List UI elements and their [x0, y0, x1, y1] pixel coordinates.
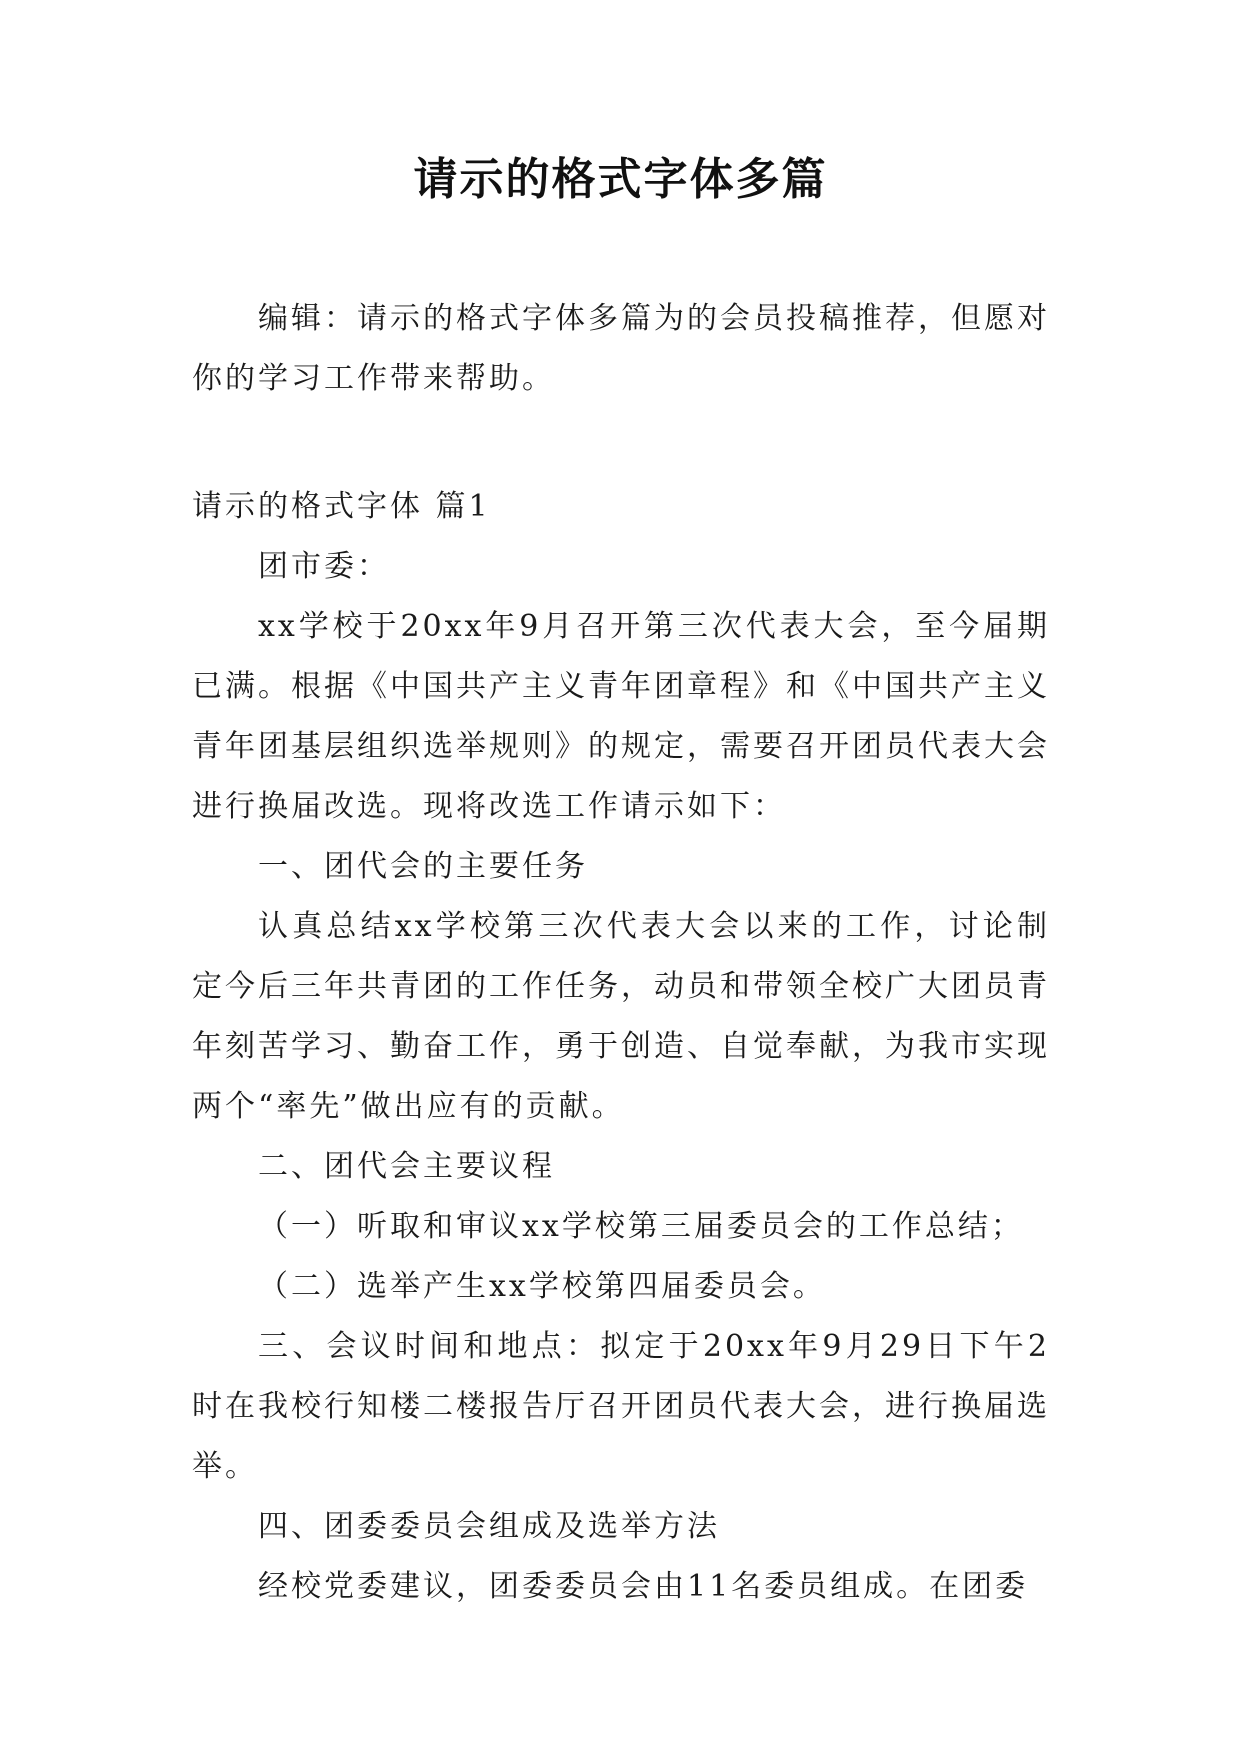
- body-paragraph: 三、会议时间和地点：拟定于20xx年9月29日下午2时在我校行知楼二楼报告厅召开团员代表大会，进行换届选举。: [192, 1329, 1050, 1484]
- body-paragraph: （二）选举产生xx学校第四届委员会。: [258, 1269, 826, 1304]
- body-paragraph: 二、团代会主要议程: [258, 1149, 555, 1184]
- body-paragraph: 认真总结xx学校第三次代表大会以来的工作，讨论制定今后三年共青团的工作任务，动员和带领全校广大团员青年刻苦学习、勤奋工作，勇于创造、自觉奉献，为我市实现两个“率先”做出应有的贡献。: [192, 909, 1050, 1124]
- intro-paragraph: 编辑：请示的格式字体多篇为的会员投稿推荐，但愿对你的学习工作带来帮助。: [192, 301, 1050, 396]
- body-paragraph: （一）听取和审议xx学校第三届委员会的工作总结；: [258, 1209, 1024, 1244]
- section-heading: 请示的格式字体 篇1: [192, 489, 491, 524]
- document-title: 请示的格式字体多篇: [413, 154, 828, 205]
- body-paragraph: 团市委：: [258, 549, 390, 584]
- body-paragraph: 一、团代会的主要任务: [258, 849, 588, 884]
- body-paragraph: 经校党委建议，团委委员会由11名委员组成。在团委: [258, 1569, 1029, 1604]
- document-body: [192, 289, 1050, 1617]
- body-paragraph: 四、团委委员会组成及选举方法: [258, 1509, 720, 1544]
- body-paragraph: xx学校于20xx年9月召开第三次代表大会，至今届期已满。根据《中国共产主义青年团章程》和《中国共产主义青年团基层组织选举规则》的规定，需要召开团员代表大会进行换届改选。现将改选工作请示如下：: [192, 609, 1050, 824]
